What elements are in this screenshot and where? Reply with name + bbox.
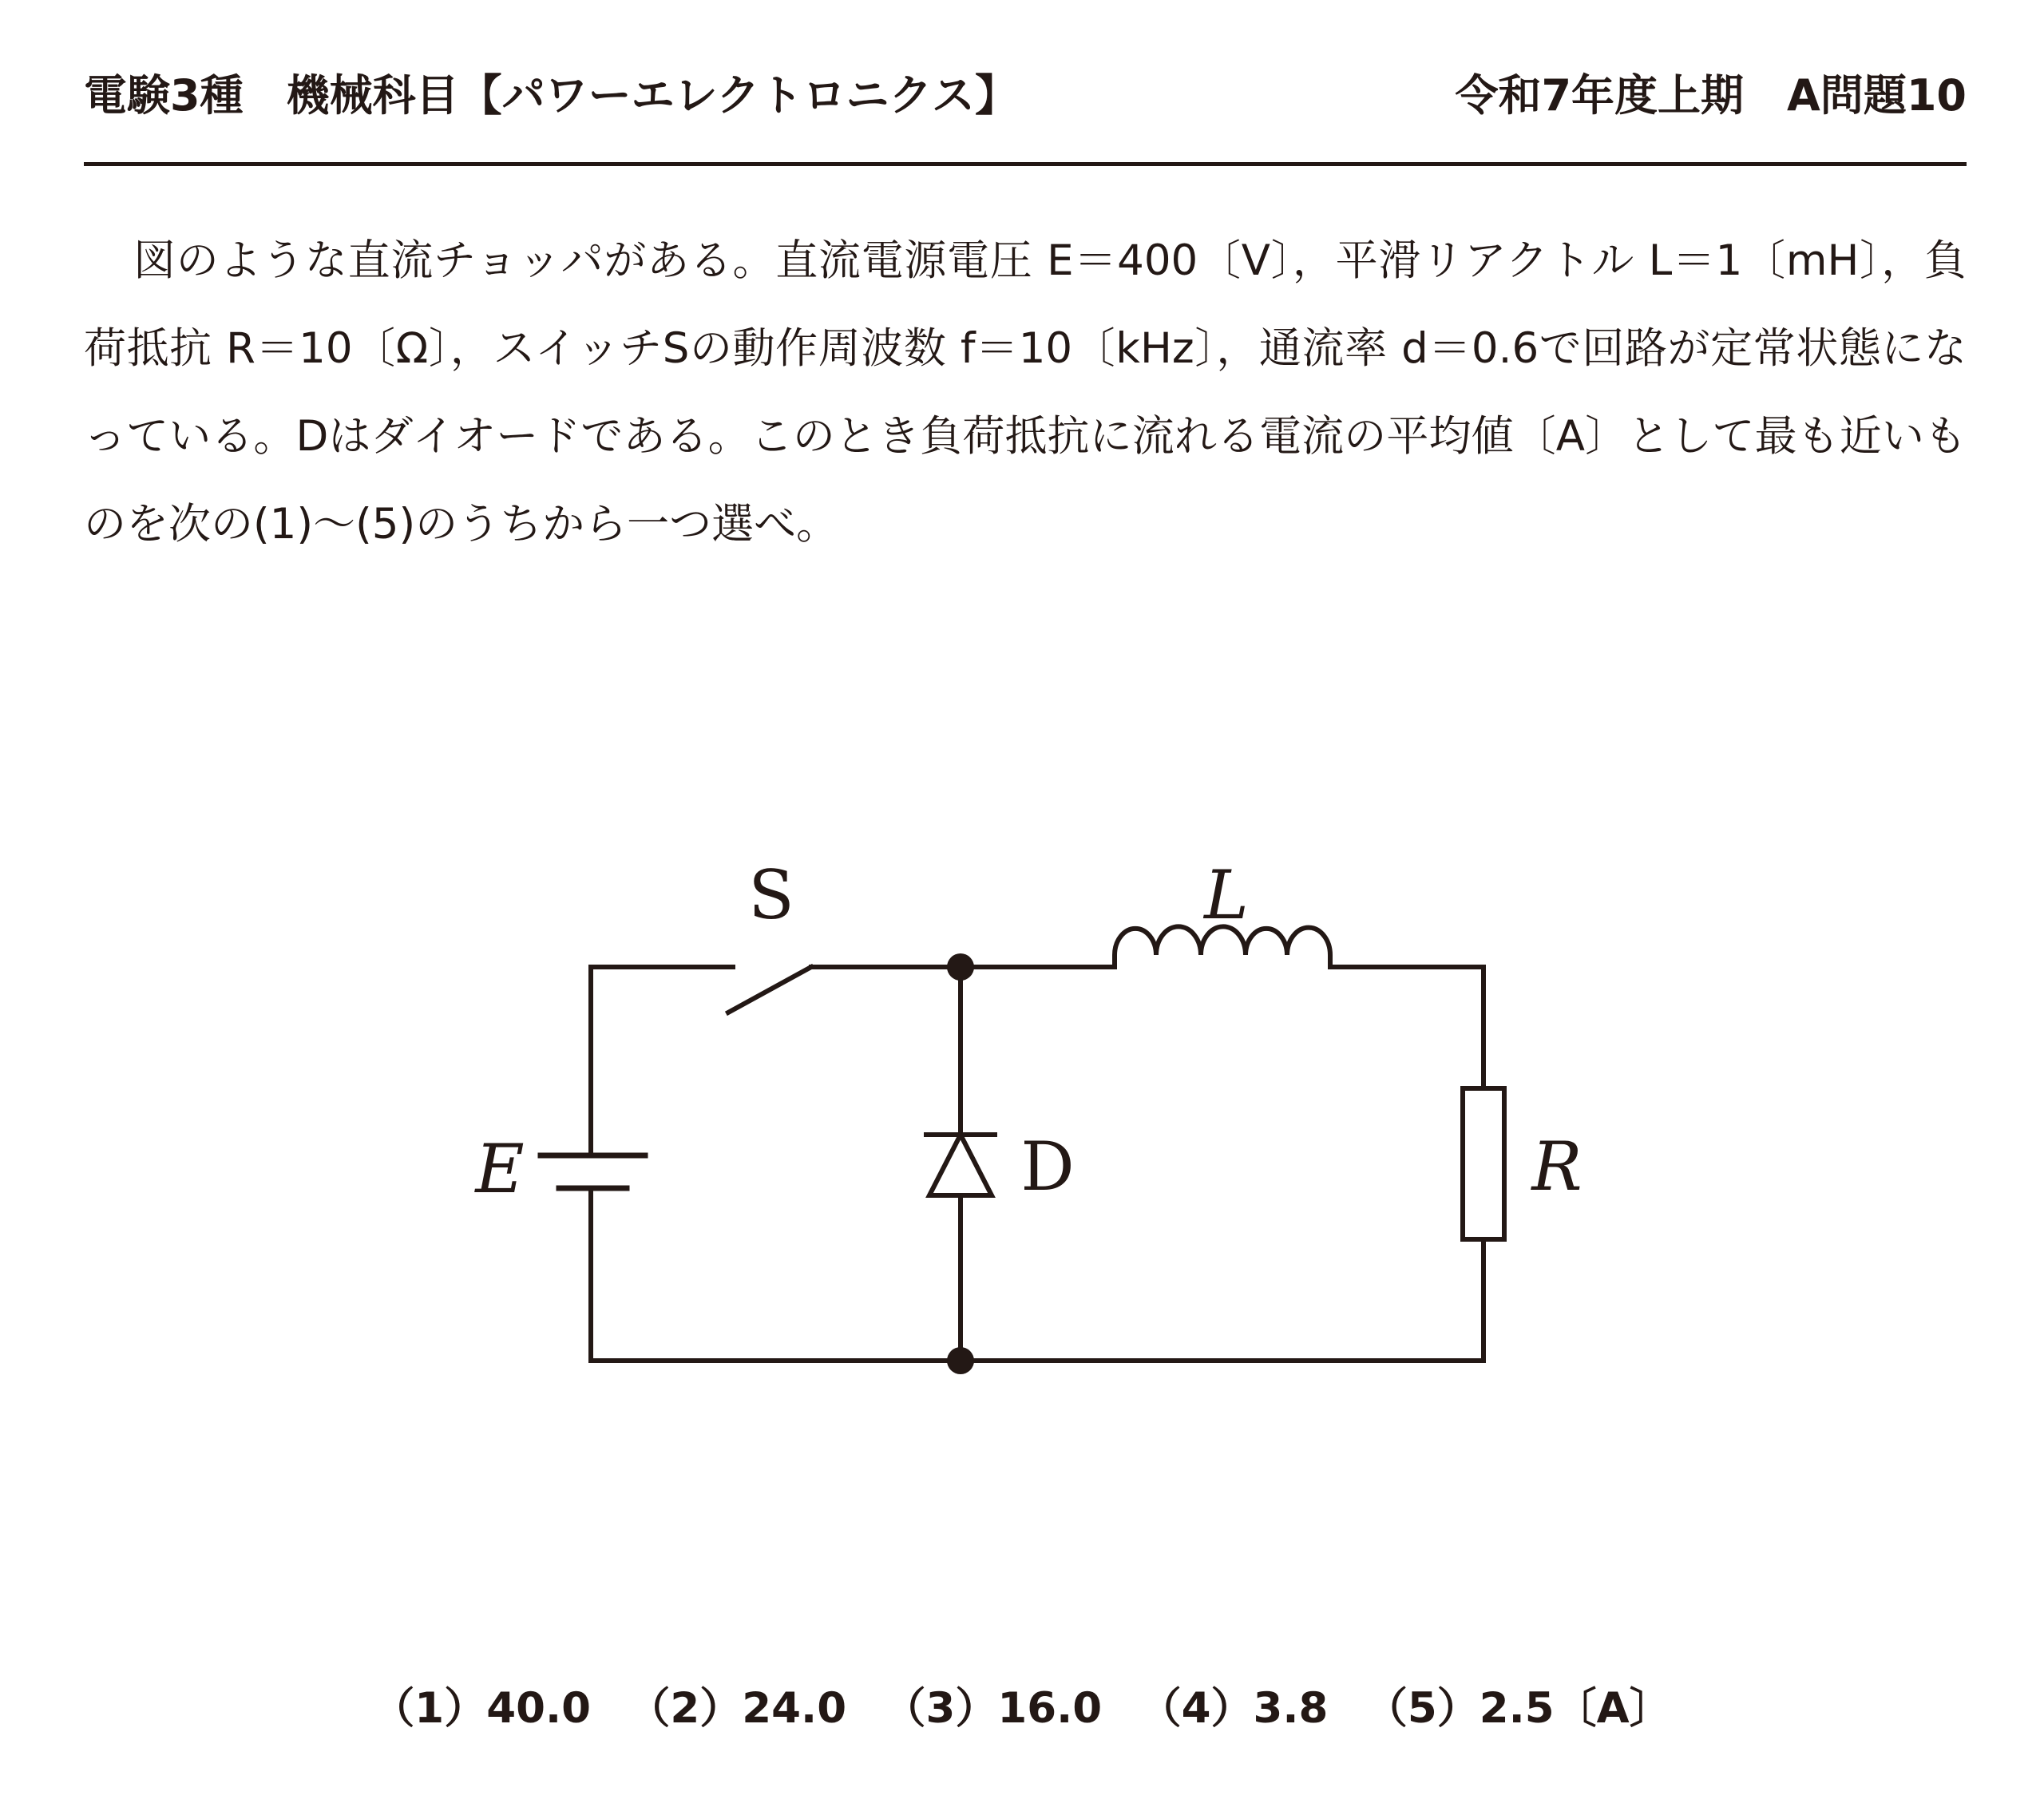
answer-choices [0, 1677, 2044, 1741]
wire-right-bottom [591, 1188, 1483, 1361]
diode-label: D [1020, 1127, 1075, 1206]
resistor-body [1463, 1088, 1504, 1239]
resistor-label: R [1531, 1127, 1583, 1206]
choice-4: （4）3.8 [1139, 1684, 1329, 1733]
question-text: 図のような直流チョッパがある。直流電源電圧 E＝400〔V〕，平滑リアクトル L＝1〔mH〕，負荷抵抗 R＝10〔Ω〕，スイッチSの動作周波数 f＝10〔kHz〕，通流率 d＝0.6で回路が定常状態になっている。Dはダイオードである。このとき負荷抵抗に流れる電流の平均値〔A〕として最も近いものを次の(1)～(5)のうちから一つ選べ。 [84, 236, 1967, 549]
switch-blade [728, 967, 811, 1013]
choice-2: （2）24.0 [628, 1684, 847, 1733]
source-label: E [475, 1130, 525, 1208]
choice-3: （3）16.0 [883, 1684, 1103, 1733]
junction-top [947, 953, 974, 981]
subject-title: 電験3種 機械科目【パワーエレクトロニクス】 [84, 70, 1018, 121]
exam-reference: 令和7年度上期 A問題10 [1455, 70, 1967, 121]
choice-1: （1）40.0 [372, 1684, 591, 1733]
junction-bottom [947, 1347, 974, 1374]
inductor-label: L [1204, 856, 1249, 934]
switch-label: S [748, 856, 794, 934]
diode-triangle [929, 1135, 992, 1195]
choice-5: （5）2.5〔A〕 [1365, 1684, 1672, 1733]
wire-top-right [1330, 967, 1483, 1088]
